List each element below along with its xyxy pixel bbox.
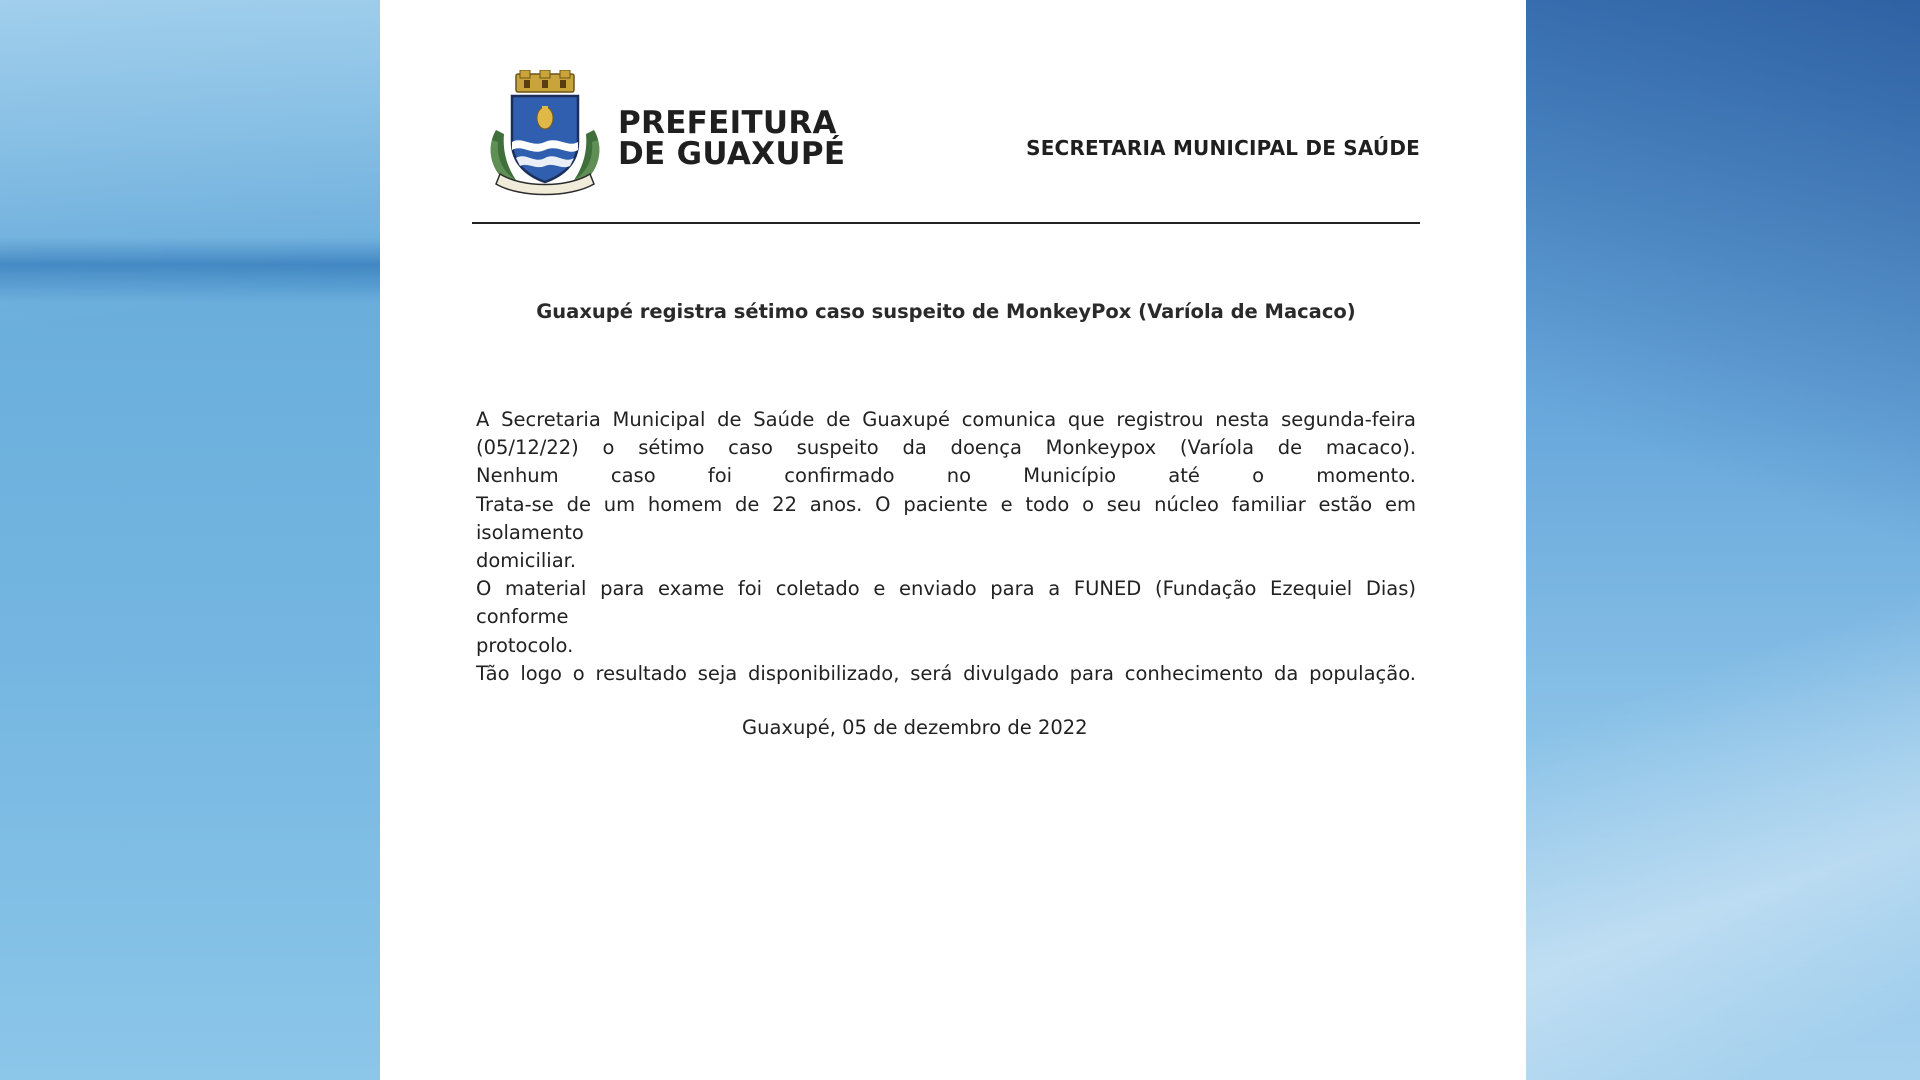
letterhead — [472, 70, 1420, 200]
logo-line-2: DE GUAXUPÉ — [618, 136, 846, 172]
department-name: SECRETARIA MUNICIPAL DE SAÚDE — [1026, 136, 1420, 160]
body-line: (05/12/22) o sétimo caso suspeito da doença Monkeypox (Varíola de macaco). — [476, 436, 1416, 460]
document-page — [380, 0, 1526, 1080]
document-date: Guaxupé, 05 de dezembro de 2022 — [742, 716, 1088, 739]
city-coat-of-arms-icon — [482, 70, 608, 196]
body-line: Trata-se de um homem de 22 anos. O paciente e todo o seu núcleo familiar estão em isolamento — [476, 492, 1416, 544]
body-line: A Secretaria Municipal de Saúde de Guaxupé comunica que registrou nesta segunda-feira — [476, 408, 1416, 431]
background-right-panel — [1525, 0, 1920, 1080]
body-line: Tão logo o resultado seja disponibilizado, será divulgado para conhecimento da população. — [476, 661, 1416, 685]
body-line: domiciliar. — [476, 549, 577, 573]
city-logo-wordmark — [618, 105, 846, 172]
background-left-panel — [0, 0, 380, 1080]
header-divider — [472, 222, 1420, 224]
body-line: protocolo. — [476, 633, 574, 657]
body-line: Nenhum caso foi confirmado no Município até o momento. — [476, 464, 1416, 488]
body-line: O material para exame foi coletado e enviado para a FUNED (Fundação Ezequiel Dias) conforme — [476, 577, 1416, 629]
logo-line-1: PREFEITURA — [618, 105, 837, 141]
document-title: Guaxupé registra sétimo caso suspeito de MonkeyPox (Varíola de Macaco) — [536, 300, 1356, 323]
document-body — [476, 406, 1416, 688]
